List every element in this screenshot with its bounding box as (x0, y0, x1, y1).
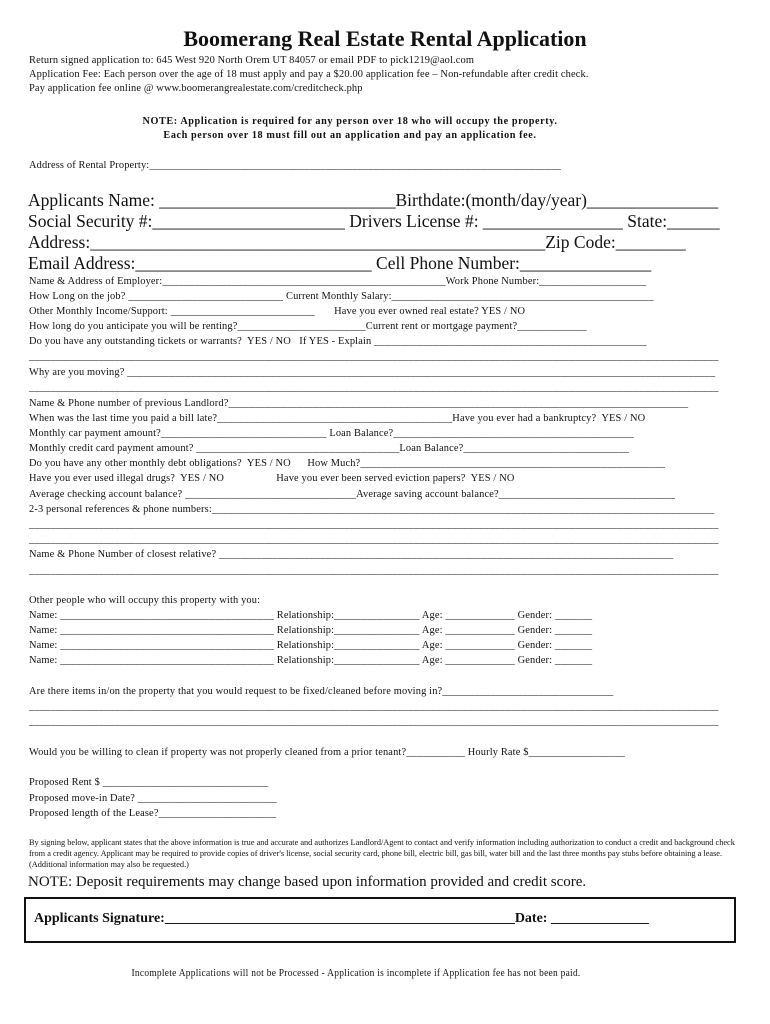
footer-note: Incomplete Applications will not be Processed - Application is incomplete if Application fee has not been paid. (131, 968, 581, 979)
authorization-text: By signing below, applicant states that the above information is true and accurate and authorizes Landlord/Agent to contact and verify information including authorization to conduct a credit and background check from a credit agency. Applicant may be required to provide copies of driver's license, social security card, phone bill, electric bill, gas bill, water bill and the last three months pay stubs before obtaining a lease. (Additional information may also be requested.) (29, 838, 735, 869)
tickets-field[interactable]: Do you have any outstanding tickets or warrants? YES / NO If YES - Explain ___________________________________________________ (29, 336, 647, 347)
ssn-field[interactable]: Social Security #:______________________ Drivers License #: ________________ State:______ (28, 211, 720, 231)
references-field[interactable]: 2-3 personal references & phone numbers:______________________________________________________________________________________________ (29, 504, 715, 515)
blank-line[interactable]: _________________________________________________________________________________________________________________________________ (29, 716, 719, 727)
other-income-field[interactable]: Other Monthly Income/Support: ___________________________ Have you ever owned real estate? YES / NO (29, 306, 526, 317)
occupant-row[interactable]: Name: ________________________________________ Relationship:________________ Age: _____________ Gender: _______ (29, 625, 593, 636)
payment-link: Pay application fee online @ www.boomerangrealestate.com/creditcheck.php (29, 83, 363, 94)
note-line-2: Each person over 18 must fill out an application and pay an application fee. (163, 130, 537, 141)
note-line-1: NOTE: Application is required for any person over 18 who will occupy the property. (142, 116, 558, 127)
signature-box (24, 897, 736, 943)
blank-line[interactable]: _________________________________________________________________________________________________________________________________ (29, 534, 719, 545)
employer-field[interactable]: Name & Address of Employer:_____________________________________________________Work Phone Number:____________________ (29, 276, 647, 287)
clean-field[interactable]: Would you be willing to clean if property was not properly cleaned from a prior tenant?___________ Hourly Rate $__________________ (29, 747, 625, 758)
blank-line[interactable]: _________________________________________________________________________________________________________________________________ (29, 565, 719, 576)
signature-field[interactable]: Applicants Signature:__________________________________________________Date: ______________ (34, 911, 649, 926)
address-field[interactable]: Address:____________________________________________________Zip Code:________ (28, 232, 686, 252)
rental-address-field[interactable]: Address of Rental Property:_____________________________________________________________________________ (29, 160, 561, 171)
occupant-row[interactable]: Name: ________________________________________ Relationship:________________ Age: _____________ Gender: _______ (29, 640, 593, 651)
email-field[interactable]: Email Address:___________________________ Cell Phone Number:_______________ (28, 253, 652, 273)
deposit-note: NOTE: Deposit requirements may change based upon information provided and credit score. (28, 874, 587, 890)
blank-line[interactable]: _________________________________________________________________________________________________________________________________ (29, 701, 719, 712)
credit-card-field[interactable]: Monthly credit card payment amount? ______________________________________Loan Balance?_______________________________ (29, 443, 630, 454)
occupant-row[interactable]: Name: ________________________________________ Relationship:________________ Age: _____________ Gender: _______ (29, 655, 593, 666)
landlord-field[interactable]: Name & Phone number of previous Landlord?______________________________________________________________________________________ (29, 398, 689, 409)
occupant-row[interactable]: Name: ________________________________________ Relationship:________________ Age: _____________ Gender: _______ (29, 610, 593, 621)
car-payment-field[interactable]: Monthly car payment amount?_______________________________ Loan Balance?_____________________________________________ (29, 428, 634, 439)
debt-field[interactable]: Do you have any other monthly debt obligations? YES / NO How Much?_________________________________________________________ (29, 458, 666, 469)
page-title: Boomerang Real Estate Rental Application (183, 26, 587, 51)
return-instructions: Return signed application to: 645 West 920 North Orem UT 84057 or email PDF to pick1219@aol.com (29, 55, 475, 66)
lease-length-field[interactable]: Proposed length of the Lease?______________________ (29, 808, 277, 819)
drugs-eviction-field[interactable]: Have you ever used illegal drugs? YES / NO Have you ever been served eviction papers? YES / NO (29, 473, 515, 484)
fee-instructions: Application Fee: Each person over the age of 18 must apply and pay a $20.00 application fee – Non-refundable after credit check. (29, 69, 589, 80)
blank-line[interactable]: _________________________________________________________________________________________________________________________________ (29, 382, 719, 393)
blank-line[interactable]: _________________________________________________________________________________________________________________________________ (29, 351, 719, 362)
repairs-field[interactable]: Are there items in/on the property that you would request to be fixed/cleaned before moving in?________________________________ (29, 686, 614, 697)
checking-field[interactable]: Average checking account balance? ________________________________Average saving account balance?_________________________________ (29, 489, 676, 500)
relative-field[interactable]: Name & Phone Number of closest relative? _____________________________________________________________________________________ (29, 549, 674, 560)
applicant-name-field[interactable]: Applicants Name: ___________________________Birthdate:(month/day/year)_______________ (28, 190, 719, 210)
blank-line[interactable]: _________________________________________________________________________________________________________________________________ (29, 519, 719, 530)
late-bill-field[interactable]: When was the last time you paid a bill late?____________________________________________Have you ever had a bankruptcy? YES / NO (29, 413, 646, 424)
renting-duration-field[interactable]: How long do you anticipate you will be renting?________________________Current rent or mortgage payment?_____________ (29, 321, 587, 332)
proposed-rent-field[interactable]: Proposed Rent $ _______________________________ (29, 777, 269, 788)
occupants-heading: Other people who will occupy this property with you: (29, 595, 261, 606)
moving-reason-field[interactable]: Why are you moving? ______________________________________________________________________________________________________________ (29, 367, 716, 378)
job-length-field[interactable]: How Long on the job? _____________________________ Current Monthly Salary:_________________________________________________ (29, 291, 654, 302)
move-in-date-field[interactable]: Proposed move-in Date? __________________________ (29, 793, 277, 804)
